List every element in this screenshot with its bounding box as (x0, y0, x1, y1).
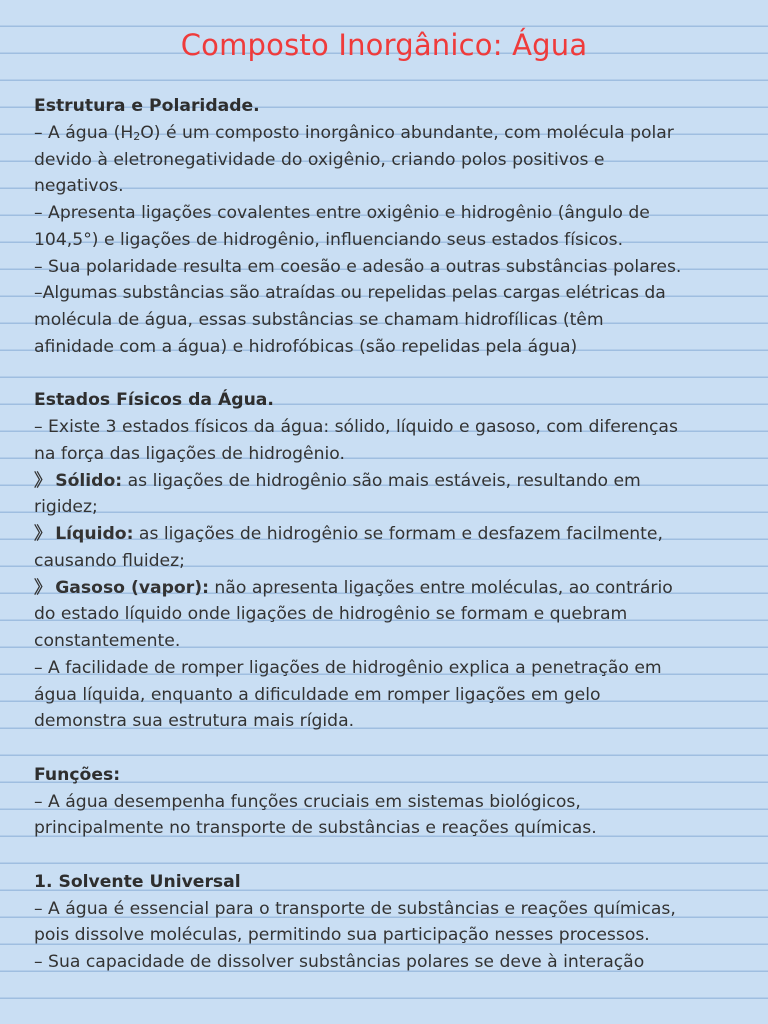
text-line: 104,5°) e ligações de hidrogênio, influenciando seus estados físicos. (34, 229, 624, 250)
list-item-liquido (34, 521, 734, 548)
text-line: principalmente no transporte de substâncias e reações químicas. (34, 818, 597, 839)
text-line: causando fluidez; (34, 550, 185, 571)
subscript: 2 (133, 129, 141, 143)
section-heading-solvente: 1. Solvente Universal (34, 871, 241, 892)
section-heading-estrutura: Estrutura e Polaridade. (34, 96, 260, 116)
text-line: na força das ligações de hidrogênio. (34, 443, 345, 464)
list-item-gasoso (34, 575, 734, 602)
blank-line (34, 361, 734, 388)
text-fragment: – A água (H (34, 122, 134, 143)
text-fragment: O) é um composto inorgânico abundante, com molécula polar (140, 122, 674, 143)
double-chevron-icon: 》 (34, 470, 50, 491)
text-line: – A água é essencial para o transporte de substâncias e reações químicas, (34, 898, 676, 919)
text-line: pois dissolve moléculas, permitindo sua participação nesses processos. (34, 925, 650, 946)
section-heading-funcoes: Funções: (34, 764, 121, 785)
text-line: rigidez; (34, 497, 98, 518)
double-chevron-icon: 》 (34, 524, 50, 544)
note-content (34, 93, 734, 976)
text-line: negativos. (34, 176, 124, 197)
text-line: –Algumas substâncias são atraídas ou repelidas pelas cargas elétricas da (34, 283, 666, 304)
text-line: do estado líquido onde ligações de hidrogênio se formam e quebram (34, 604, 628, 625)
text-line: – A facilidade de romper ligações de hidrogênio explica a penetração em (34, 657, 662, 678)
item-label: Líquido: (55, 524, 134, 544)
text-line: – Existe 3 estados físicos da água: sólido, líquido e gasoso, com diferenças (34, 417, 678, 437)
text-line (34, 120, 734, 147)
text-line: molécula de água, essas substâncias se chamam hidrofílicas (têm (34, 310, 604, 330)
item-label: Sólido: (55, 470, 123, 491)
text-line: – Apresenta ligações covalentes entre oxigênio e hidrogênio (ângulo de (34, 203, 650, 223)
section-heading-estados: Estados Físicos da Água. (34, 390, 274, 411)
double-chevron-icon: 》 (34, 577, 50, 598)
item-text: as ligações de hidrogênio se formam e desfazem facilmente, (133, 524, 663, 544)
text-line: devido à eletronegatividade do oxigênio, criando polos positivos e (34, 149, 605, 170)
text-line: água líquida, enquanto a dificuldade em romper ligações em gelo (34, 684, 601, 705)
page-title: Composto Inorgânico: Água (180, 28, 588, 62)
text-line: – Sua capacidade de dissolver substâncias polares se deve à interação (34, 952, 645, 972)
text-line: demonstra sua estrutura mais rígida. (34, 711, 355, 732)
text-line: afinidade com a água) e hidrofóbicas (são repelidas pela água) (34, 336, 578, 357)
text-line: – A água desempenha funções cruciais em sistemas biológicos, (34, 791, 581, 812)
text-line: – Sua polaridade resulta em coesão e adesão a outras substâncias polares. (34, 256, 682, 277)
item-text: não apresenta ligações entre moléculas, ao contrário (208, 577, 673, 598)
item-text: as ligações de hidrogênio são mais estáveis, resultando em (122, 470, 641, 491)
item-label: Gasoso (vapor): (55, 577, 209, 598)
blank-line (34, 842, 734, 869)
blank-line (34, 735, 734, 762)
text-line: constantemente. (34, 631, 181, 651)
list-item-solido (34, 468, 734, 495)
